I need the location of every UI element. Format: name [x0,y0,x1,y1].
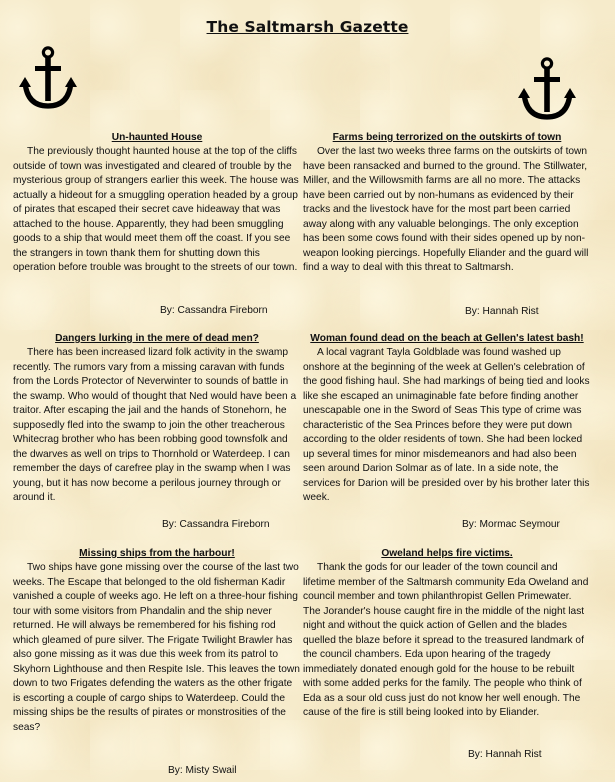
article-headline: Un-haunted House [111,132,203,143]
article-body: Two ships have gone missing over the course of the last two weeks. The Escape that belonged to the old fisherman Kadir vanished a couple of weeks ago. He left on a three-hour fishing tour with some visitors from Phandalin and the ship never returned. He will always be remembered for his fishing rod which gleamed of pure silver. The Frigate Twilight Brawler has also gone missing as it was due this week from its patrol to Skyhorn Lighthouse and then Respite Isle. This leaves the town down to two Frigates defending the waters as the other frigate is escorting a couple of cargo ships to Waterdeep. Could the missing ships be the results of pirates or monstrosities of the seas? [13,562,300,733]
article-body: The previously thought haunted house at the top of the cliffs outside of town was investigated and cleared of trouble by the mysterious group of strangers earlier this week. The house was actually a hideout for a smuggling operation headed by a group of pirates that escaped their secret cave hideaway that was attached to the house. Apparently, they had been smuggling goods to a ship that would meet them off the coast. If you see the strangers in town thank them for shutting down this operation before trouble was brought to the streets of our town. [13,146,299,273]
newspaper-title: The Saltmarsh Gazette [206,18,409,36]
article-headline: Oweland helps fire victims. [381,548,513,559]
article-body: Over the last two weeks three farms on the outskirts of town have been ransacked and burned to the ground. The Stillwater, Miller, and the Willowsmith farms are all no more. The attacks have been carried out by non-humans as evidenced by their tracks and the livestock have for the most part been carried away along with any valuable belongings. The only exception has been some cows found with their sides opened up by non-weapon looking piercings. Hopefully Eliander and the guard will find a way to deal with this threat to Saltmarsh. [303,146,589,273]
article-byline: By: Hannah Rist [465,306,539,317]
article-headline: Woman found dead on the beach at Gellen's latest bash! [310,333,584,344]
article-body: A local vagrant Tayla Goldblade was found washed up onshore at the beginning of the week at Gellen's celebration of the good fishing haul. She had markings of being tied and looks like she escaped an unimaginable fate before finding another unescapable one in the Sword of Seas This type of crime was characteristic of the Sea Princes before they were put down according to the older residents of town. She had been locked up several times for minor misdemeanors and had also been seen around Darion Solmar as of late. In a side note, the services for Darion will be presided over by his brother later this week. [303,347,590,503]
article-headline: Dangers lurking in the mere of dead men? [55,333,259,344]
article-body: There has been increased lizard folk activity in the swamp recently. The rumors vary from a missing caravan with funds from the Lords Protector of Neverwinter to sounds of battle in the swamp. Who would of thought that Ned would have been a traitor. After escaping the jail and the hands of Stonehorn, he supposedly fled into the swamp to join the other treacherous Whitecrag brother who has been robbing good townsfolk and the dwarves as well on trips to Thornhold or Waterdeep. I can remember the days of carefree play in the swamp when I was young, but it has now become a perilous journey through or around it. [13,347,297,503]
article-headline: Missing ships from the harbour! [79,548,235,559]
article-byline: By: Misty Swail [168,765,237,776]
article-unhaunted-house [13,131,301,276]
article-farms-terrorized [303,131,591,276]
article-byline: By: Hannah Rist [468,749,542,760]
anchor-icon [518,57,576,121]
article-headline: Farms being terrorized on the outskirts of town [332,132,562,143]
article-oweland-fire [303,547,591,721]
anchor-icon [19,46,77,110]
article-missing-ships [13,547,301,735]
article-woman-found-dead [303,332,591,506]
article-dangers-mere [13,332,301,506]
article-byline: By: Cassandra Fireborn [162,519,270,530]
article-byline: By: Cassandra Fireborn [160,305,268,316]
article-body: Thank the gods for our leader of the town council and lifetime member of the Saltmarsh community Eda Oweland and council member and town philanthropist Gellen Primewater. The Jorander's house caught fire in the middle of the night last night and without the quick action of Gellen and the blades quelled the blaze before it spread to the treasured landmark of the council chambers. Eda upon hearing of the tragedy immediately donated enough gold for the house to be rebuilt with some added perks for the family. The people who think of Eda as a sour old cuss just do not know her well enough. The cause of the fire is still being looked into by Eliander. [303,562,589,718]
article-byline: By: Mormac Seymour [462,519,560,530]
